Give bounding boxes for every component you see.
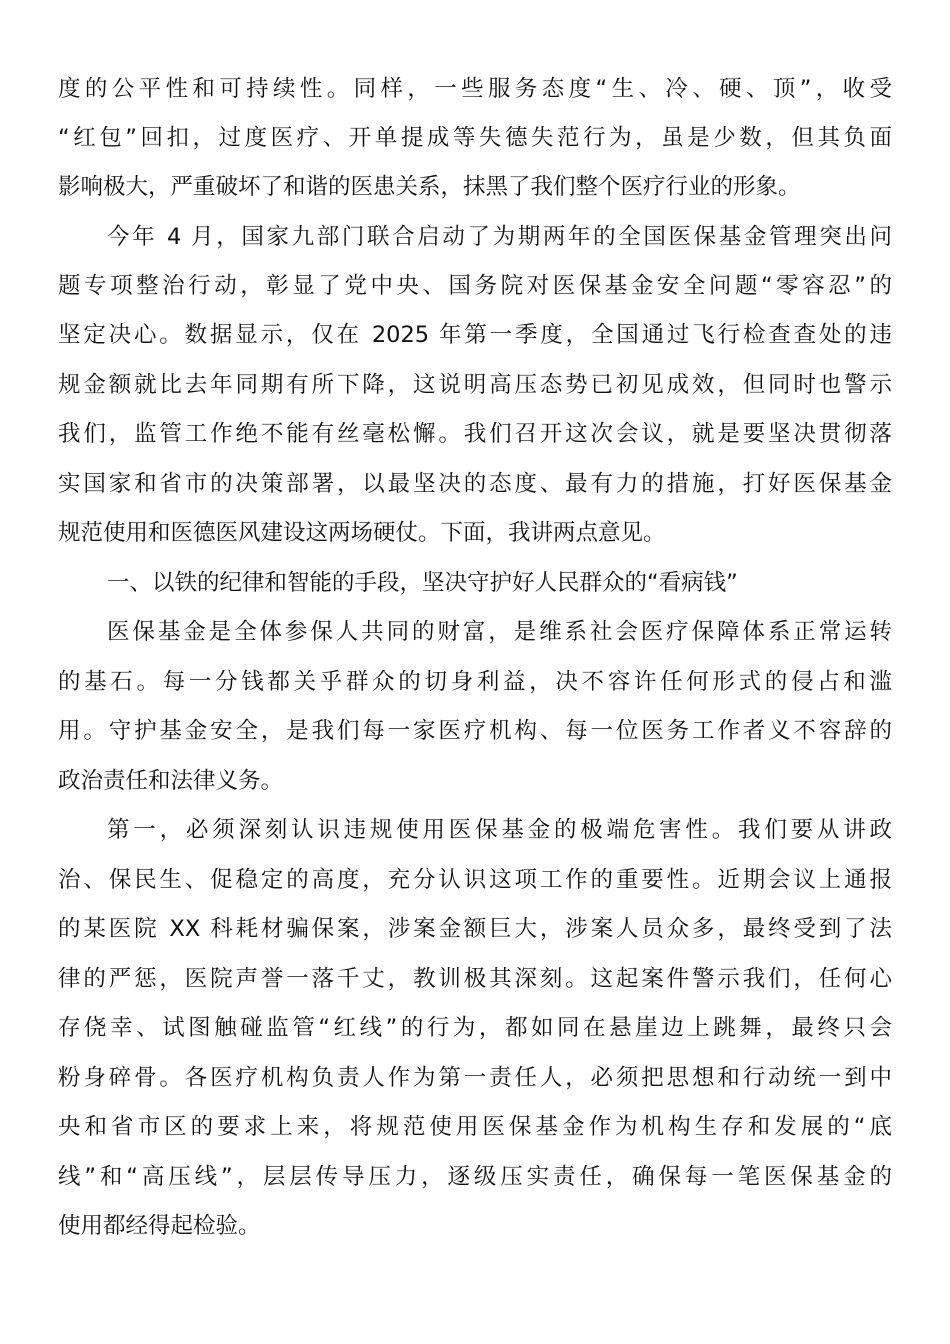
text-line: 规范使用和医德医风建设这两场硬仗。下面，我讲两点意见。 <box>58 520 666 546</box>
text-line: 政治责任和法律义务。 <box>58 768 284 794</box>
text-line: 题专项整治行动，彰显了党中央、国务院对医保基金安全问题“零容忍”的 <box>58 273 892 299</box>
text-line: 央和省市区的要求上来，将规范使用医保基金作为机构生存和发展的“底 <box>58 1114 892 1140</box>
section-heading: 一、以铁的纪律和智能的手段，坚决守护好人民群众的“看病钱” <box>107 570 738 596</box>
text-line: 的基石。每一分钱都关乎群众的切身利益，决不容许任何形式的侵占和滥 <box>58 669 892 695</box>
text-line: 坚定决心。数据显示，仅在 2025 年第一季度，全国通过飞行检查查处的违 <box>58 322 892 348</box>
text-line: “红包”回扣，过度医疗、开单提成等失德失范行为，虽是少数，但其负面 <box>58 125 892 151</box>
text-line: 医保基金是全体参保人共同的财富，是维系社会医疗保障体系正常运转 <box>107 619 892 645</box>
text-line: 线”和“高压线”，层层传导压力，逐级压实责任，确保每一笔医保基金的 <box>58 1164 892 1190</box>
text-line: 治、保民生、促稳定的高度，充分认识这项工作的重要性。近期会议上通报 <box>58 867 892 893</box>
text-line: 规金额就比去年同期有所下降，这说明高压态势已初见成效，但同时也警示 <box>58 372 892 398</box>
text-line: 实国家和省市的决策部署，以最坚决的态度、最有力的措施，打好医保基金 <box>58 471 892 497</box>
text-line: 度的公平性和可持续性。同样，一些服务态度“生、冷、硬、顶”，收受 <box>58 76 892 102</box>
text-line: 使用都经得起检验。 <box>58 1213 261 1239</box>
text-line: 用。守护基金安全，是我们每一家医疗机构、每一位医务工作者义不容辞的 <box>58 718 892 744</box>
text-line: 存侥幸、试图触碰监管“红线”的行为，都如同在悬崖边上跳舞，最终只会 <box>58 1015 892 1041</box>
text-line: 第一，必须深刻认识违规使用医保基金的极端危害性。我们要从讲政 <box>107 817 892 843</box>
text-line: 我们，监管工作绝不能有丝毫松懈。我们召开这次会议，就是要坚决贯彻落 <box>58 421 892 447</box>
text-line: 的某医院 XX 科耗材骗保案，涉案金额巨大，涉案人员众多，最终受到了法 <box>58 916 892 942</box>
text-line: 影响极大，严重破坏了和谐的医患关系，抹黑了我们整个医疗行业的形象。 <box>58 174 801 200</box>
text-line: 粉身碎骨。各医疗机构负责人作为第一责任人，必须把思想和行动统一到中 <box>58 1065 892 1091</box>
text-line: 今年 4 月，国家九部门联合启动了为期两年的全国医保基金管理突出问 <box>107 224 892 250</box>
text-line: 律的严惩，医院声誉一落千丈，教训极其深刻。这起案件警示我们，任何心 <box>58 966 892 992</box>
